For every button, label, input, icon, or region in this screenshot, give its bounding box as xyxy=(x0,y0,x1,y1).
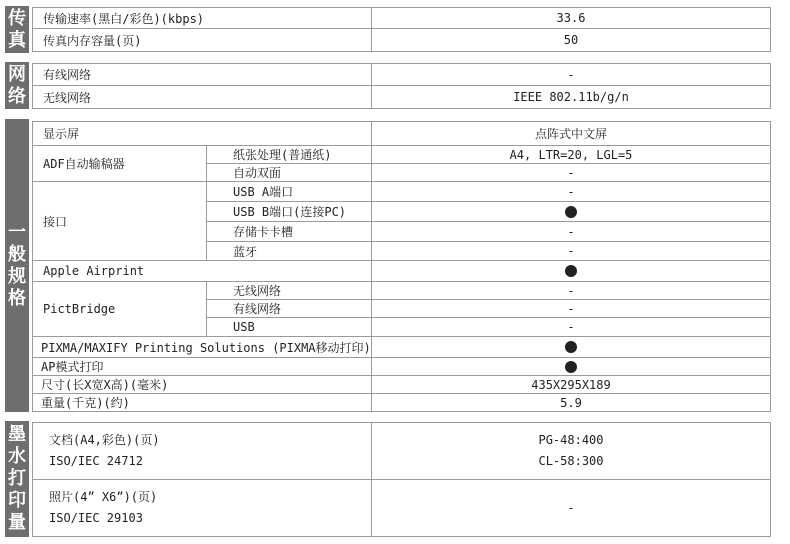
section-network-char-1: 网 xyxy=(8,63,26,85)
bluetooth-label: 蓝牙 xyxy=(206,241,372,261)
adf-duplex-value: - xyxy=(371,163,771,182)
ink-photo-value: - xyxy=(371,479,771,537)
section-ink-char-3: 打 xyxy=(8,468,26,489)
fax-memory-label: 传真内存容量(页) xyxy=(32,28,372,52)
pixma-value xyxy=(371,336,771,358)
pictbridge-wired-label: 有线网络 xyxy=(206,299,372,318)
section-general-char-2: 般 xyxy=(8,243,26,265)
adf-label: ADF自动输稿器 xyxy=(32,145,207,182)
usb-a-value: - xyxy=(371,181,771,202)
section-ink-char-5: 量 xyxy=(8,512,26,533)
display-label: 显示屏 xyxy=(32,121,372,146)
ink-document-value xyxy=(371,422,771,480)
size-label: 尺寸(长X宽X高)(毫米) xyxy=(32,375,372,394)
section-ink-char-2: 水 xyxy=(8,446,26,467)
network-wired-label: 有线网络 xyxy=(32,63,372,86)
supported-dot-icon xyxy=(565,206,577,218)
pictbridge-wireless-label: 无线网络 xyxy=(206,281,372,300)
section-fax-char-1: 传 xyxy=(8,7,26,29)
bluetooth-value: - xyxy=(371,241,771,261)
pictbridge-label: PictBridge xyxy=(32,281,207,337)
usb-b-label: USB B端口(连接PC) xyxy=(206,201,372,222)
network-wired-value: - xyxy=(371,63,771,86)
ink-photo-label xyxy=(32,479,372,537)
card-slot-label: 存储卡卡槽 xyxy=(206,221,372,242)
usb-a-label: USB A端口 xyxy=(206,181,372,202)
airprint-value xyxy=(371,260,771,282)
fax-memory-value: 50 xyxy=(371,28,771,52)
section-ink-char-1: 墨 xyxy=(8,424,26,445)
ink-photo-label-line2: ISO/IEC 29103 xyxy=(49,511,143,525)
pictbridge-usb-label: USB xyxy=(206,317,372,337)
size-value: 435X295X189 xyxy=(371,375,771,394)
ink-document-label-line2: ISO/IEC 24712 xyxy=(49,454,143,468)
card-slot-value: - xyxy=(371,221,771,242)
supported-dot-icon xyxy=(565,341,577,353)
pictbridge-usb-value: - xyxy=(371,317,771,337)
adf-paper-label: 纸张处理(普通纸) xyxy=(206,145,372,164)
section-general-header xyxy=(5,119,29,412)
fax-speed-label: 传输速率(黑白/彩色)(kbps) xyxy=(32,7,372,29)
ink-document-value-cl: CL-58:300 xyxy=(538,454,604,468)
adf-duplex-label: 自动双面 xyxy=(206,163,372,182)
network-wireless-label: 无线网络 xyxy=(32,85,372,109)
usb-b-value xyxy=(371,201,771,222)
ink-document-value-pg: PG-48:400 xyxy=(538,433,604,447)
pictbridge-wired-value: - xyxy=(371,299,771,318)
section-network-header xyxy=(5,62,29,109)
adf-paper-value: A4, LTR=20, LGL=5 xyxy=(371,145,771,164)
ap-mode-label: AP模式打印 xyxy=(32,357,372,376)
pictbridge-wireless-value: - xyxy=(371,281,771,300)
section-ink-header xyxy=(5,421,29,537)
weight-label: 重量(千克)(约) xyxy=(32,393,372,412)
pixma-label: PIXMA/MAXIFY Printing Solutions (PIXMA移动打印) xyxy=(32,336,372,358)
ap-mode-value xyxy=(371,357,771,376)
weight-value: 5.9 xyxy=(371,393,771,412)
ink-document-label xyxy=(32,422,372,480)
supported-dot-icon xyxy=(565,265,577,277)
section-general-char-4: 格 xyxy=(8,287,26,309)
section-network-char-2: 络 xyxy=(8,85,26,107)
network-wireless-value: IEEE 802.11b/g/n xyxy=(371,85,771,109)
section-fax-char-2: 真 xyxy=(8,29,26,51)
section-fax-header xyxy=(5,6,29,53)
section-ink-char-4: 印 xyxy=(8,490,26,511)
ink-document-label-line1: 文档(A4,彩色)(页) xyxy=(49,433,160,447)
interface-label: 接口 xyxy=(32,181,207,261)
ink-photo-label-line1: 照片(4” X6”)(页) xyxy=(49,490,158,504)
section-general-char-3: 规 xyxy=(8,265,26,287)
fax-speed-value: 33.6 xyxy=(371,7,771,29)
display-value: 点阵式中文屏 xyxy=(371,121,771,146)
airprint-label: Apple Airprint xyxy=(32,260,372,282)
section-general-char-1: 一 xyxy=(8,221,26,243)
supported-dot-icon xyxy=(565,361,577,373)
